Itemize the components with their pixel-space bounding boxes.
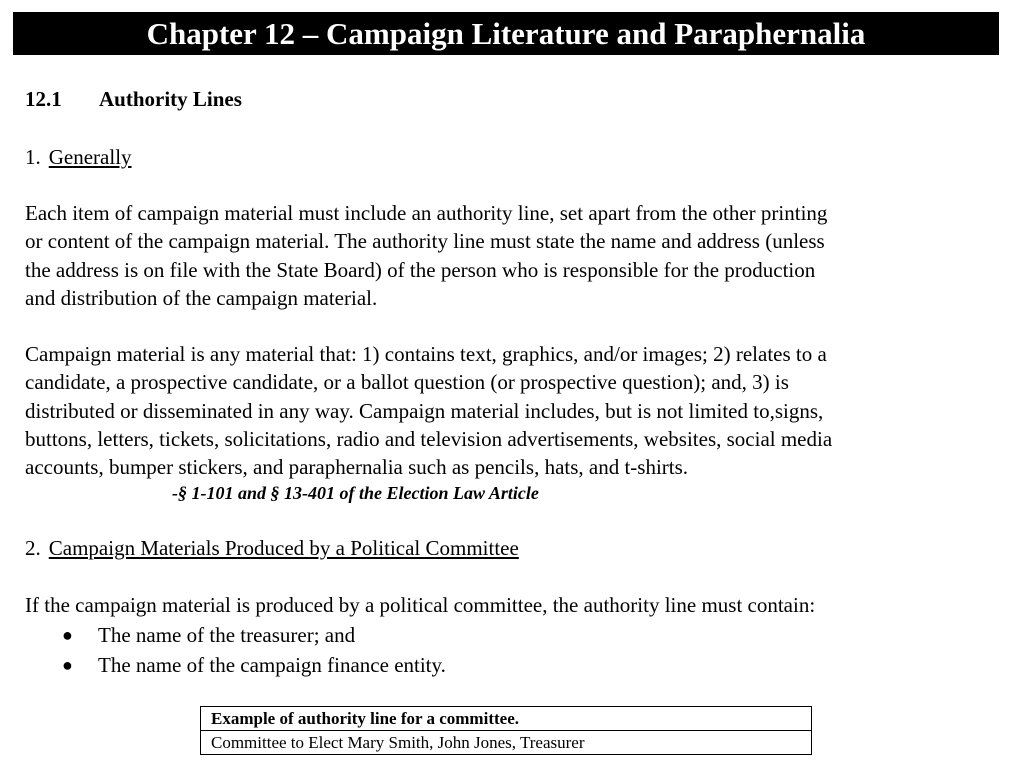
subsection-2-heading bbox=[25, 535, 519, 561]
subsection-2-title: Campaign Materials Produced by a Political Committee bbox=[48, 536, 519, 560]
subsection-1-number: 1. bbox=[25, 145, 41, 169]
chapter-title: Chapter 12 – Campaign Literature and Paraphernalia bbox=[146, 16, 866, 51]
paragraph-line: buttons, letters, tickets, solicitations, radio and television advertisements, websites, social media bbox=[25, 426, 833, 451]
chapter-title-banner bbox=[13, 12, 999, 55]
list-item-text: The name of the treasurer; and bbox=[98, 623, 356, 647]
paragraph-campaign-material-definition bbox=[25, 340, 1000, 481]
example-box-header: Example of authority line for a committee. bbox=[201, 707, 811, 731]
section-title: Authority Lines bbox=[99, 87, 242, 111]
list-item bbox=[60, 620, 446, 650]
subsection-1-heading bbox=[25, 144, 132, 170]
bullet-icon: ● bbox=[62, 655, 73, 675]
paragraph-line: or content of the campaign material. The authority line must state the name and address (unless bbox=[25, 229, 825, 254]
paragraph-line: distributed or disseminated in any way. Campaign material includes, but is not limited to,signs, bbox=[25, 398, 824, 423]
paragraph-line: If the campaign material is produced by a political committee, the authority line must contain: bbox=[25, 593, 816, 617]
paragraph-line: and distribution of the campaign material. bbox=[25, 285, 378, 310]
paragraph-authority-line-requirement bbox=[25, 199, 1000, 312]
paragraph-line: Each item of campaign material must include an authority line, set apart from the other printing bbox=[25, 201, 828, 225]
legal-citation: -§ 1-101 and § 13-401 of the Election Law Article bbox=[172, 483, 539, 503]
subsection-1-title: Generally bbox=[48, 145, 132, 169]
bullet-icon: ● bbox=[62, 625, 73, 645]
requirements-list bbox=[60, 620, 446, 680]
paragraph-line: accounts, bumper stickers, and paraphernalia such as pencils, hats, and t-shirts. bbox=[25, 455, 689, 480]
subsection-2-number: 2. bbox=[25, 536, 41, 560]
list-item bbox=[60, 650, 446, 680]
paragraph-line: Campaign material is any material that: 1) contains text, graphics, and/or images; 2) relates to a bbox=[25, 342, 827, 366]
section-number: 12.1 bbox=[25, 87, 62, 111]
paragraph-line: the address is on file with the State Board) of the person who is responsible for the production bbox=[25, 257, 816, 282]
paragraph-line: candidate, a prospective candidate, or a ballot question (or prospective question); and, 3) is bbox=[25, 370, 789, 395]
example-authority-line-box bbox=[200, 706, 812, 755]
list-item-text: The name of the campaign finance entity. bbox=[98, 653, 446, 677]
paragraph-committee-intro bbox=[25, 591, 1000, 619]
section-heading bbox=[25, 86, 242, 112]
example-box-value: Committee to Elect Mary Smith, John Jones, Treasurer bbox=[211, 733, 585, 752]
